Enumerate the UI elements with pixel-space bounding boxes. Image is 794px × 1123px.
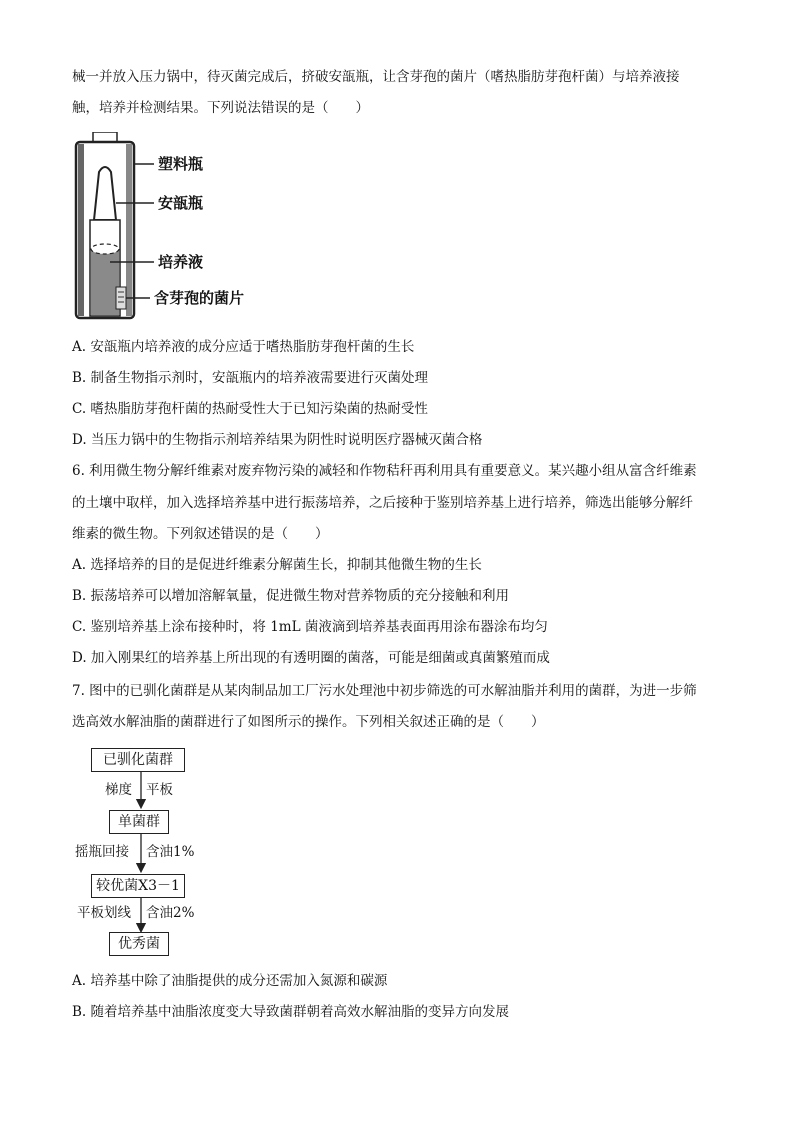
q5-stem-line-2: 触，培养并检测结果。下列说法错误的是（ ） (72, 100, 369, 116)
q7-option-b: B. 随着培养基中油脂浓度变大导致菌群朝着高效水解油脂的变异方向发展 (72, 1004, 510, 1020)
q6-option-a: A. 选择培养的目的是促进纤维素分解菌生长，抑制其他微生物的生长 (72, 557, 482, 573)
q5-option-d: D. 当压力锅中的生物指示剂培养结果为阴性时说明医疗器械灭菌合格 (72, 432, 483, 448)
label-ampoule: 安瓿瓶 (158, 194, 204, 212)
q7-stem-line-2: 选高效水解油脂的菌群进行了如图所示的操作。下列相关叙述正确的是（ ） (72, 714, 545, 730)
step2-right-label: 含油1% (146, 844, 195, 860)
q6-option-d: D. 加入刚果红的培养基上所出现的有透明圈的菌落，可能是细菌或真菌繁殖而成 (72, 650, 550, 666)
biological-indicator-figure (70, 132, 290, 322)
box-excellent-strain: 优秀菌 (109, 932, 169, 956)
q5-stem-line-1: 械一并放入压力锅中，待灭菌完成后，挤破安瓿瓶，让含芽孢的菌片（嗜热脂肪芽孢杆菌）与培养液接 (72, 69, 680, 85)
step3-right-label: 含油2% (146, 905, 195, 921)
q6-option-c: C. 鉴别培养基上涂布接种时，将 1mL 菌液滴到培养基表面再用涂布器涂布均匀 (72, 619, 548, 635)
q6-stem-line-3: 维素的微生物。下列叙述错误的是（ ） (72, 526, 329, 542)
q6-option-b: B. 振荡培养可以增加溶解氧量，促进微生物对营养物质的充分接触和利用 (72, 588, 510, 604)
q5-option-c: C. 嗜热脂肪芽孢杆菌的热耐受性大于已知污染菌的热耐受性 (72, 401, 428, 417)
label-medium: 培养液 (158, 253, 204, 271)
q6-stem-line-2: 的土壤中取样，加入选择培养基中进行振荡培养，之后接种于鉴别培养基上进行培养，筛选出能够分解纤 (72, 495, 693, 511)
step2-left-label: 摇瓶回接 (75, 844, 129, 860)
label-plastic-bottle: 塑料瓶 (158, 155, 204, 173)
q7-option-a: A. 培养基中除了油脂提供的成分还需加入氮源和碳源 (72, 973, 388, 989)
box-better-strain: 较优菌X3－1 (91, 874, 185, 898)
q5-option-a: A. 安瓿瓶内培养液的成分应适于嗜热脂肪芽孢杆菌的生长 (72, 339, 415, 355)
q5-option-b: B. 制备生物指示剂时，安瓿瓶内的培养液需要进行灭菌处理 (72, 370, 429, 386)
label-spore-strip: 含芽孢的菌片 (154, 289, 245, 307)
box-single-colony: 单菌群 (109, 810, 169, 834)
q7-stem-line-1: 7. 图中的已驯化菌群是从某肉制品加工厂污水处理池中初步筛选的可水解油脂并利用的菌群，为进一步筛 (72, 683, 697, 699)
step1-left-label: 梯度 (105, 782, 132, 798)
screening-flowchart (75, 748, 245, 958)
step1-right-label: 平板 (146, 782, 173, 798)
step3-left-label: 平板划线 (77, 905, 131, 921)
box-domesticated-flora: 已驯化菌群 (91, 748, 185, 772)
q6-stem-line-1: 6. 利用微生物分解纤维素对废弃物污染的减轻和作物秸秆再利用具有重要意义。某兴趣小组从富含纤维素 (72, 463, 697, 479)
